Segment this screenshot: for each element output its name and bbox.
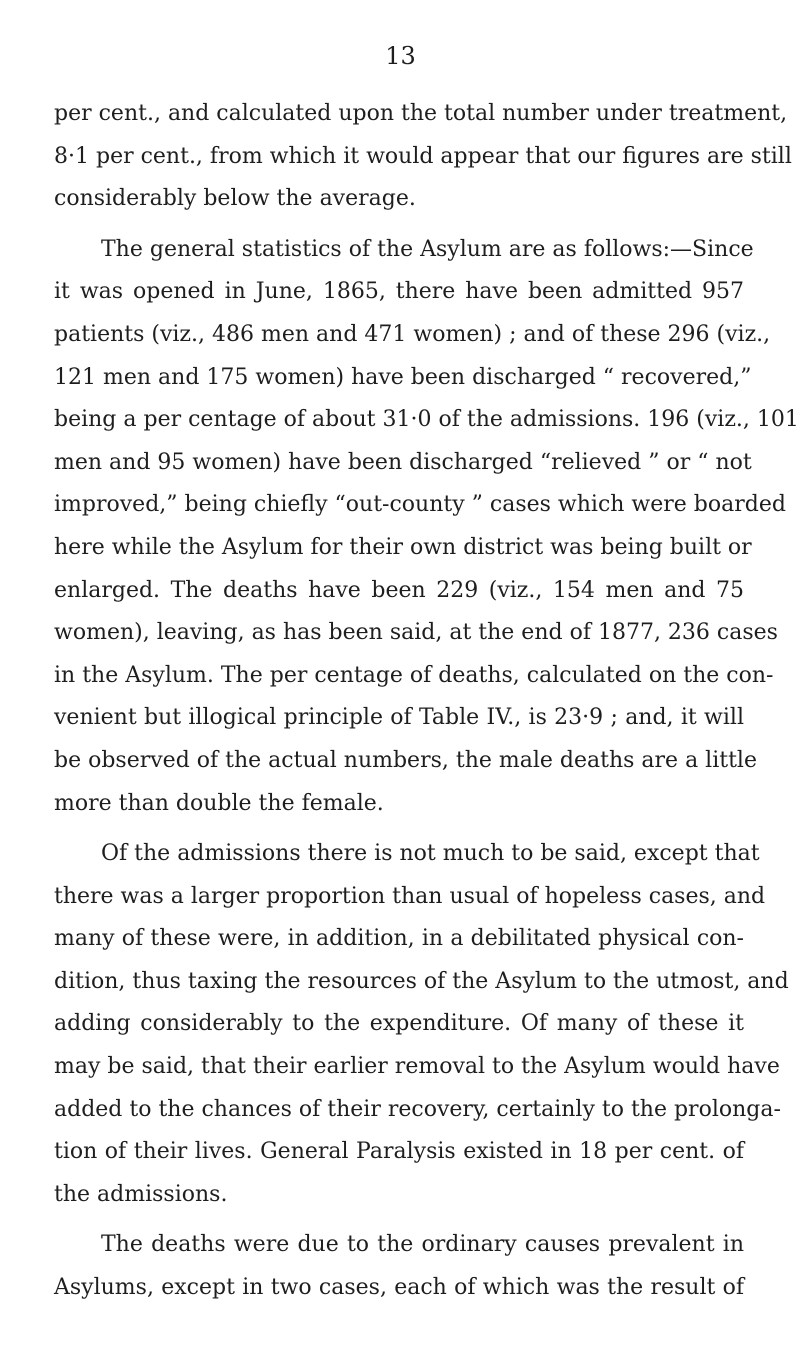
text-line: many of these were, in addition, in a debilitated physical con- <box>54 926 744 952</box>
text-line: added to the chances of their recovery, certainly to the prolonga- <box>54 1096 781 1122</box>
text-line: enlarged. The deaths have been 229 (viz., 154 men and 75 <box>54 577 744 603</box>
text-line: venient but illogical principle of Table IV., is 23·9 ; and, it will <box>54 705 744 731</box>
text-line: in the Asylum. The per centage of deaths, calculated on the con- <box>54 662 774 688</box>
paragraph-4 <box>54 1224 744 1309</box>
text-line: being a per centage of about 31·0 of the admissions. 196 (viz., 101 <box>54 407 799 433</box>
text-line: Asylums, except in two cases, each of which was the result of <box>54 1275 744 1301</box>
text-line: adding considerably to the expenditure. Of many of these it <box>54 1011 744 1037</box>
text-body <box>54 93 799 1310</box>
text-line: tion of their lives. General Paralysis existed in 18 per cent. of <box>54 1139 744 1165</box>
text-line: improved,” being chiefly “out-county ” cases which were boarded <box>54 492 786 518</box>
text-line: The deaths were due to the ordinary causes prevalent in <box>101 1232 744 1258</box>
page-number: 13 <box>385 42 416 70</box>
text-line: be observed of the actual numbers, the male deaths are a little <box>54 747 757 773</box>
text-line: 8·1 per cent., from which it would appear that our figures are still <box>54 143 792 169</box>
text-line: Of the admissions there is not much to be said, except that <box>101 841 760 867</box>
text-line: The general statistics of the Asylum are as follows:—Since <box>101 236 754 262</box>
text-line: men and 95 women) have been discharged “relieved ” or “ not <box>54 449 752 475</box>
text-line: more than double the female. <box>54 790 384 816</box>
paragraph-2 <box>54 229 799 825</box>
text-line: patients (viz., 486 men and 471 women) ; and of these 296 (viz., <box>54 321 771 347</box>
text-line: women), leaving, as has been said, at the end of 1877, 236 cases <box>54 620 778 646</box>
text-line: there was a larger proportion than usual of hopeless cases, and <box>54 883 766 909</box>
text-line: here while the Asylum for their own district was being built or <box>54 534 752 560</box>
text-line: 121 men and 175 women) have been discharged “ recovered,” <box>54 364 752 390</box>
text-line: per cent., and calculated upon the total number under treatment, <box>54 101 788 126</box>
paragraph-1 <box>54 93 792 221</box>
text-line: considerably below the average. <box>54 186 416 212</box>
text-line: dition, thus taxing the resources of the Asylum to the utmost, and <box>54 968 789 994</box>
paragraph-3 <box>54 833 789 1216</box>
text-line: may be said, that their earlier removal to the Asylum would have <box>54 1054 780 1080</box>
text-line: it was opened in June, 1865, there have been admitted 957 <box>54 279 744 305</box>
text-line: the admissions. <box>54 1181 228 1207</box>
